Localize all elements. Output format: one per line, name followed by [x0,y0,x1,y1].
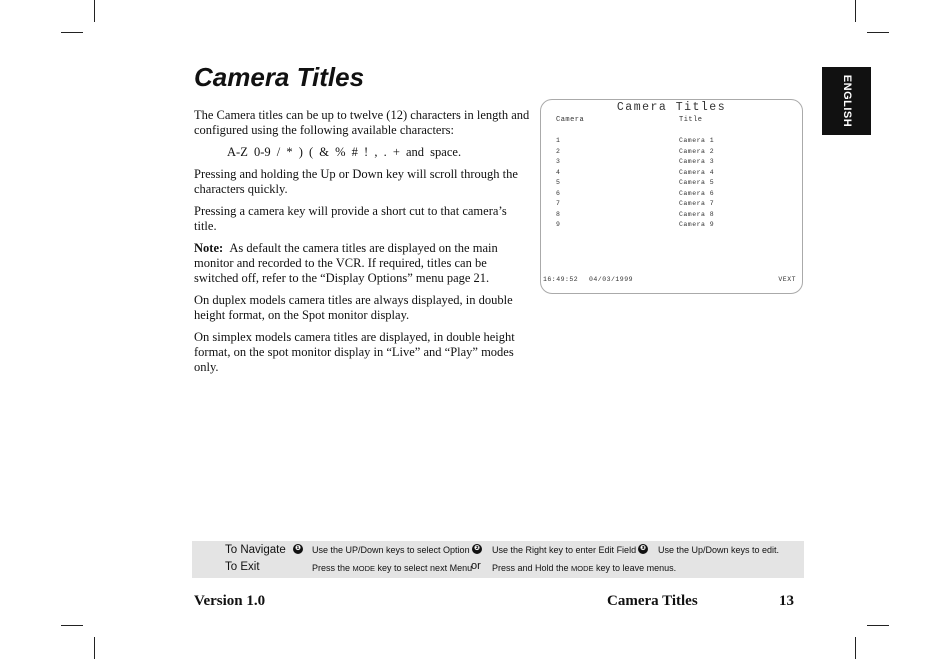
step-1-bullet-icon: ❶ [293,544,303,554]
screen-row: 7 Camera 7 [556,200,715,207]
language-tab-label: ENGLISH [840,74,853,128]
screen-time: 16:49:52 [543,276,579,283]
note-paragraph [194,241,532,286]
crop-mark [867,625,889,626]
screen-col-camera: Camera [556,116,585,124]
step-3-bullet-icon: ❸ [638,544,648,554]
screen-rows [556,137,786,232]
or-separator: or [471,560,481,572]
shortcut-paragraph: Pressing a camera key will provide a short cut to that camera’s title. [194,204,507,233]
body-text [194,108,532,382]
crop-mark [61,625,83,626]
mode-key: MODE [571,564,594,573]
screen-row: 5 Camera 5 [556,179,715,186]
crop-mark [855,0,856,22]
note-label: Note: [194,241,224,255]
navigation-help-box [192,541,804,578]
simplex-paragraph: On simplex models camera titles are displayed, in double height format, on the spot monitor display in “Live” and “Play” modes only. [194,330,515,374]
navigate-label: To Navigate [225,544,286,556]
screen-row: 3 Camera 3 [556,158,715,165]
screen-mode: VEXT [778,276,796,283]
screen-title: Camera Titles [616,101,727,114]
footer-section: Camera Titles [607,593,698,609]
charset-line: A-Z 0-9 / * ) ( & % # ! , . + and space. [227,145,462,159]
screen-date: 04/03/1999 [589,276,634,283]
crop-mark [867,32,889,33]
screen-row: 2 Camera 2 [556,147,715,155]
crop-mark [94,0,95,22]
intro-paragraph: The Camera titles can be up to twelve (12) characters in length and configured using the following available characters: [194,108,530,137]
step-2-bullet-icon: ❷ [472,544,482,554]
exit-label: To Exit [225,561,260,573]
footer-page-number: 13 [779,593,794,609]
screen-row: 9 Camera 9 [556,221,715,228]
note-text: As default the camera titles are displayed on the main monitor and recorded to the VCR. If required, titles can be switched off, refer to the “Display Options” menu page 21. [194,241,498,285]
language-tab [822,67,871,135]
crop-mark [61,32,83,33]
monitor-screen-illustration [540,99,803,294]
duplex-paragraph: On duplex models camera titles are always displayed, in double height format, on the Spot monitor display. [194,293,513,322]
step-3-text: Use the Up/Down keys to edit. [658,545,780,555]
crop-mark [94,637,95,659]
step-2-text: Use the Right key to enter Edit Field [492,545,637,555]
screen-col-title: Title [679,116,703,124]
exit-step-1: Press the MODE key to select next Menu [312,563,473,573]
footer-version: Version 1.0 [194,593,266,609]
mode-key: MODE [352,564,376,573]
exit-step-2: Press and Hold the MODE key to leave menus. [492,563,677,573]
scroll-paragraph: Pressing and holding the Up or Down key will scroll through the characters quickly. [194,167,518,196]
crop-mark [855,637,856,659]
screen-row: 8 Camera 8 [556,210,715,218]
screen-row: 1 Camera 1 [556,137,715,144]
screen-row: 6 Camera 6 [556,189,715,197]
screen-row: 4 Camera 4 [556,168,715,176]
page-title: Camera Titles [194,62,365,92]
step-1-text: Use the UP/Down keys to select Option [312,545,470,555]
